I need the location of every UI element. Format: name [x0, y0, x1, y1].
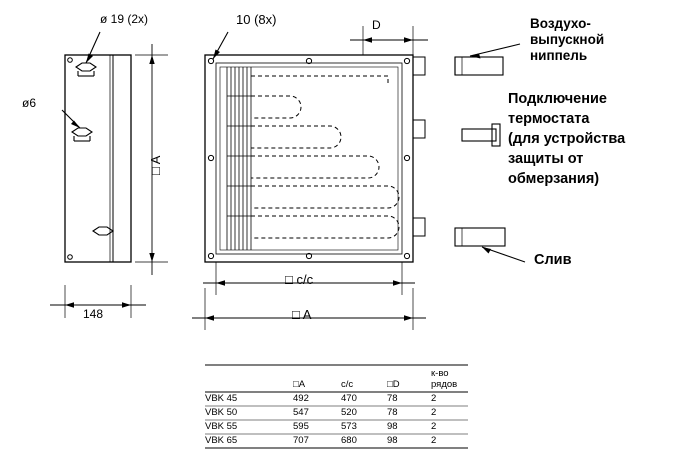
header-rows	[431, 360, 468, 390]
cell-rows: 2	[431, 435, 437, 446]
callout-thermostat-line5: обмерзания)	[508, 171, 600, 187]
table-row	[205, 404, 468, 418]
cell-model: VBK 65	[205, 435, 238, 446]
callout-hole-6: ø6	[22, 96, 37, 110]
table-row	[205, 432, 468, 446]
callout-thermostat-line2: термостата	[508, 111, 590, 127]
header-cc: c/c	[341, 379, 354, 390]
spec-table-body	[205, 390, 468, 446]
cell-A: 595	[293, 421, 309, 432]
table-header-row	[205, 360, 468, 390]
callout-drain: Слив	[534, 252, 572, 268]
dimension-front-cc: □ c/c	[285, 272, 314, 287]
table-row	[205, 418, 468, 432]
dimension-D: D	[372, 18, 381, 32]
cell-cc: 680	[341, 435, 357, 446]
cell-D: 98	[387, 435, 398, 446]
cell-model: VBK 50	[205, 407, 238, 418]
callout-hole-10: 10 (8x)	[236, 12, 277, 27]
header-D: □D	[387, 379, 400, 390]
callout-air-vent-line1: Воздухо-	[530, 16, 591, 31]
cell-A: 547	[293, 407, 309, 418]
cell-D: 78	[387, 407, 398, 418]
table-row	[205, 390, 468, 404]
cell-cc: 520	[341, 407, 357, 418]
cell-cc: 470	[341, 393, 357, 404]
header-rows-line2: рядов	[431, 379, 458, 390]
callout-thermostat-line1: Подключение	[508, 91, 607, 107]
spec-table	[205, 360, 468, 446]
header-model	[205, 360, 293, 390]
callout-hole-19: ø 19 (2x)	[100, 12, 149, 26]
cell-D: 78	[387, 393, 398, 404]
header-rows-line1: к-во	[431, 368, 449, 379]
dimension-front-A: □ A	[292, 307, 312, 322]
dimension-side-width: 148	[83, 307, 104, 321]
spec-table-inner	[205, 360, 468, 446]
cell-A: 492	[293, 393, 309, 404]
cell-cc: 573	[341, 421, 357, 432]
callout-thermostat-line3: (для устройства	[508, 131, 626, 147]
cell-rows: 2	[431, 421, 437, 432]
cell-A: 707	[293, 435, 309, 446]
cell-rows: 2	[431, 407, 437, 418]
cell-model: VBK 55	[205, 421, 238, 432]
cell-model: VBK 45	[205, 393, 238, 404]
dimension-height-A: □ A	[148, 155, 163, 175]
callout-thermostat-line4: защиты от	[508, 151, 584, 167]
spec-table-head	[205, 360, 468, 390]
callout-air-vent-line2: выпускной	[530, 32, 605, 47]
callout-air-vent-line3: ниппель	[530, 48, 588, 63]
header-A: □A	[293, 379, 306, 390]
cell-rows: 2	[431, 393, 437, 404]
cell-D: 98	[387, 421, 398, 432]
